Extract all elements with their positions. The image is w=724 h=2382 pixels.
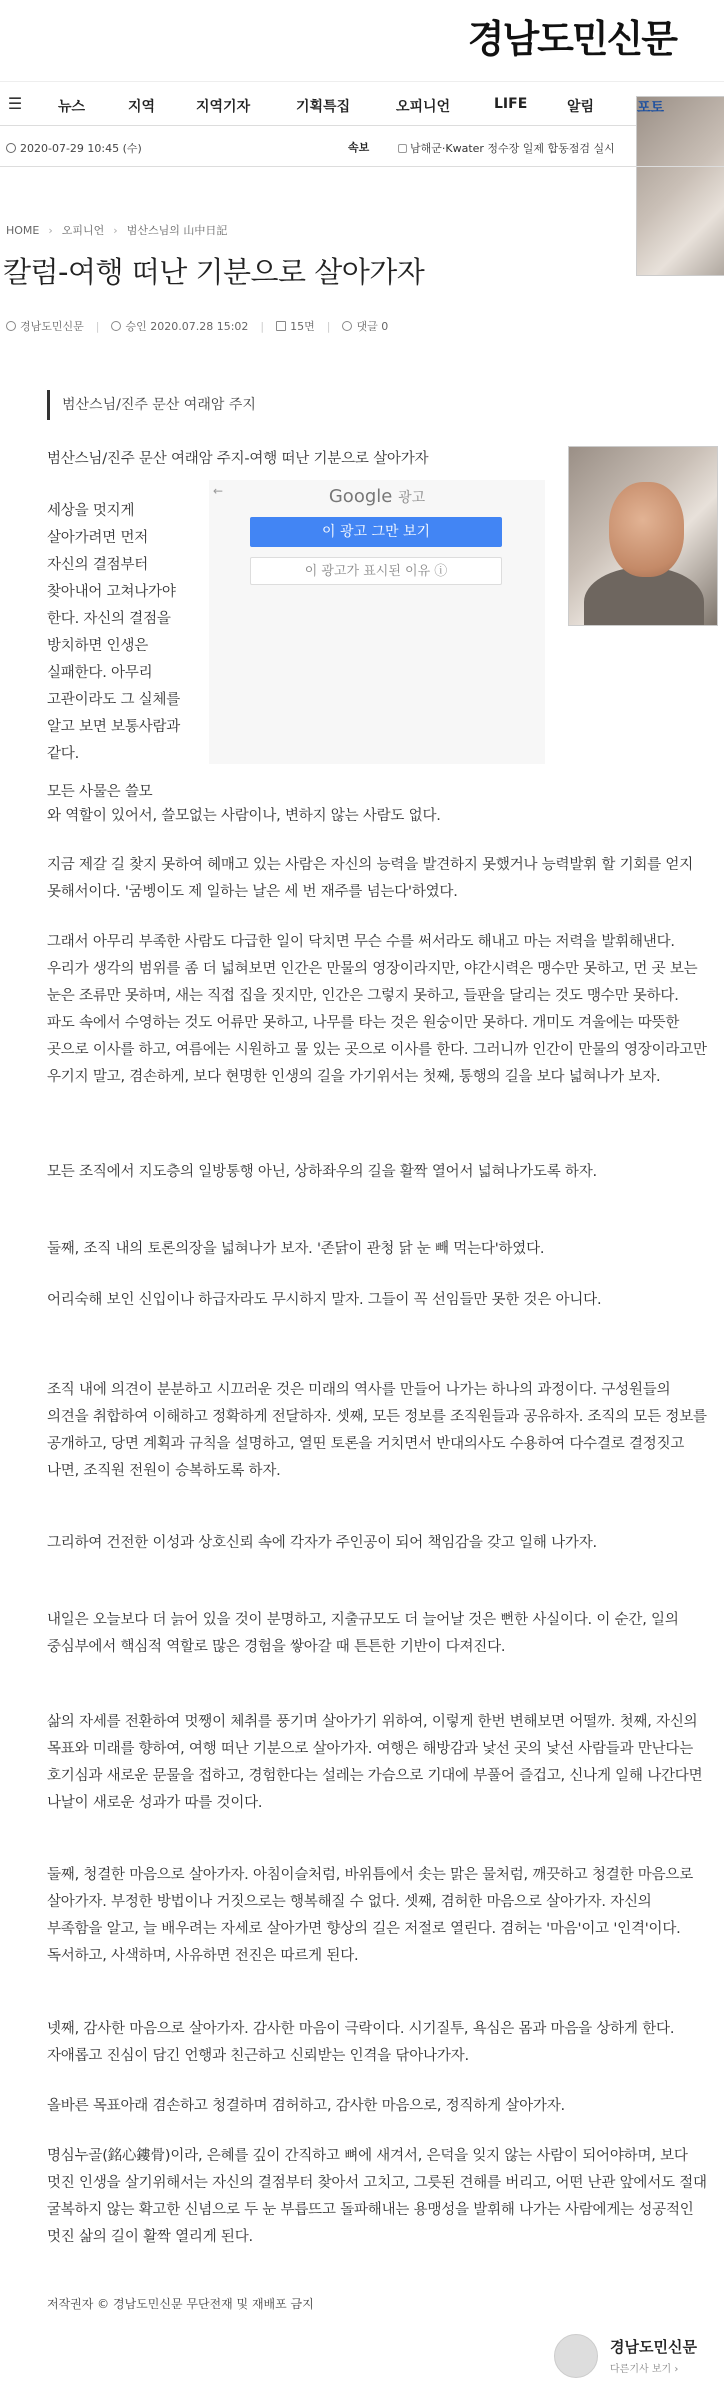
google-ad-slot bbox=[209, 480, 545, 764]
current-date bbox=[6, 140, 142, 156]
clock-icon bbox=[6, 143, 16, 153]
author-card bbox=[554, 2330, 724, 2382]
page-icon bbox=[276, 321, 286, 331]
nav-item-opinion[interactable]: 오피니언 bbox=[396, 99, 451, 115]
ad-brand-name: Google bbox=[328, 486, 393, 507]
site-logo[interactable]: 경남도민신문 bbox=[467, 17, 676, 61]
article-comments[interactable]: 댓글 0 bbox=[356, 320, 389, 333]
nav-item-special[interactable]: 기획특집 bbox=[296, 99, 351, 115]
breadcrumb-opinion[interactable]: 오피니언 bbox=[61, 224, 105, 237]
masthead bbox=[0, 0, 724, 82]
comment-icon bbox=[342, 321, 352, 331]
article-meta bbox=[6, 318, 388, 334]
breaking-news-text[interactable]: 남해군·Kwater 정수장 일제 합동점검 실시 bbox=[410, 142, 615, 155]
back-arrow-icon[interactable]: ← bbox=[213, 484, 224, 498]
article-title: 칼럼-여행 떠난 기분으로 살아가자 bbox=[3, 255, 425, 289]
other-articles-link[interactable]: 다른기사 보기 › bbox=[610, 2364, 679, 2375]
main-nav bbox=[0, 82, 724, 126]
article-paragraph-3: 그래서 아무리 부족한 사람도 다급한 일이 닥치면 무슨 수를 써서라도 해내고 마는 저력을 발휘해낸다. 우리가 생각의 범위를 좀 더 넓혀보면 인간은 만물의 영장이라지만, 야간시력은 맹수만 못하고, 먼 곳 보는 눈은 조류만 못하며, 새는 직접 집을 짓지만, 인간은 그렇지 못하고, 들판을 달리는 것도 맹수만 못하다. 파도 속에서 수영하는 것도 어류만 못하고, 나무를 타는 것은 원숭이만 못하다. 개미도 겨울에는 따뜻한 곳으로 이사를 하고, 여름에는 시원하고 물 있는 곳으로 이사를 한다. 그러니까 인간이 만물의 영장이라고만 우기지 말고, 겸손하게, 보다 현명한 인생의 길을 가기위서는 첫째, 통행의 길을 보다 넓혀나가 보자. bbox=[47, 934, 707, 1085]
article-paragraph-8: 그리하여 건전한 이성과 상호신뢰 속에 각자가 주인공이 되어 책임감을 갖고 일해 나가자. bbox=[47, 1535, 597, 1551]
ad-brand bbox=[209, 486, 545, 507]
author-photo bbox=[568, 446, 718, 626]
chevron-right-icon: › bbox=[113, 223, 118, 237]
copyright-notice: 저작권자 © 경남도민신문 무단전재 및 재배포 금지 bbox=[47, 2297, 314, 2311]
article-lead: 범산스님/진주 문산 여래암 주지-여행 떠난 기분으로 살아가자 bbox=[47, 451, 429, 467]
article-paragraph-11: 둘째, 청결한 마음으로 살아가자. 아침이슬처럼, 바위틈에서 솟는 맑은 물처럼, 깨끗하고 청결한 마음으로 살아가자. 부정한 방법이나 거짓으로는 행복해질 수 없다. 셋째, 겸허한 마음으로 살아가자. 자신의 부족함을 알고, 늘 배우려는 자세로 살아가면 향상의 길은 저절로 열린다. 겸허는 '마음'이고 '인격'이다. 독서하고, 사색하며, 사유하면 전진은 따르게 된다. bbox=[47, 1867, 694, 1964]
nav-item-notice[interactable]: 알림 bbox=[567, 99, 595, 115]
author-card-name: 경남도민신문 bbox=[610, 2338, 697, 2356]
breaking-news-label: 속보 bbox=[348, 141, 370, 154]
article-paragraph-6: 어리숙해 보인 신입이나 하급자라도 무시하지 말자. 그들이 꼭 선임들만 못한 것은 아니다. bbox=[47, 1292, 602, 1308]
article-paragraph-2: 지금 제갈 길 찾지 못하여 헤매고 있는 사람은 자신의 능력을 발견하지 못했거나 능력발휘 할 기회를 얻지 못해서이다. '굼벵이도 제 일하는 날은 세 번 재주를 넘는다'하였다. bbox=[47, 857, 694, 900]
clock-icon bbox=[111, 321, 121, 331]
article-approved-date: 승인 2020.07.28 15:02 bbox=[125, 320, 249, 333]
nav-item-life[interactable]: LIFE bbox=[494, 96, 528, 112]
article-paragraph-1b: 와 역할이 있어서, 쓸모없는 사람이나, 변하지 않는 사람도 없다. bbox=[47, 808, 441, 824]
meta-divider: | bbox=[260, 319, 265, 333]
nav-item-news[interactable]: 뉴스 bbox=[58, 99, 86, 115]
news-icon bbox=[398, 144, 407, 153]
breadcrumb-home[interactable]: HOME bbox=[6, 223, 40, 237]
article-paragraph-10: 삶의 자세를 전환하여 멋쨍이 체취를 풍기며 살아가기 위하여, 이렇게 한번 변해보면 어떨까. 첫째, 자신의 목표와 미래를 향하여, 여행 떠난 기분으로 살아가자. 여행은 해방감과 낯선 곳의 낯선 사람들과 만난다는 호기심과 새로운 문물을 접하고, 경험한다는 설레는 가슴으로 기대에 부풀어 즐겁고, 신나게 일해 나간다면 나날이 새로운 성과가 따를 것이다. bbox=[47, 1714, 703, 1811]
article-paragraph-5: 둘째, 조직 내의 토론의장을 넓혀나가 보자. '존닭이 관청 닭 눈 빼 먹는다'하였다. bbox=[47, 1241, 545, 1257]
current-date-text: 2020-07-29 10:45 (수) bbox=[20, 142, 142, 155]
info-bar bbox=[0, 126, 724, 167]
avatar bbox=[554, 2334, 598, 2378]
article-paragraph-12: 넷째, 감사한 마음으로 살아가자. 감사한 마음이 극락이다. 시기질투, 욕심은 몸과 마음을 상하게 한다. 자애롭고 진심이 담긴 언행과 친근하고 신뢰받는 인격을 닦아나가자. bbox=[47, 2021, 675, 2064]
article-author[interactable]: 경남도민신문 bbox=[20, 320, 84, 333]
ad-brand-suffix: 광고 bbox=[398, 490, 426, 506]
breadcrumb-section[interactable]: 범산스님의 山中日記 bbox=[126, 224, 228, 237]
nav-item-photo[interactable]: 포토 bbox=[636, 96, 724, 276]
nav-item-region[interactable]: 지역 bbox=[128, 99, 156, 115]
article-paragraph-9: 내일은 오늘보다 더 늙어 있을 것이 분명하고, 지출규모도 더 늘어날 것은 뻔한 사실이다. 이 순간, 일의 중심부에서 핵심적 역할로 많은 경험을 쌓아갈 때 튼튼한 기반이 다져진다. bbox=[47, 1612, 679, 1655]
stop-ad-button[interactable]: 이 광고 그만 보기 bbox=[250, 517, 502, 547]
hamburger-menu-icon[interactable]: ☰ bbox=[7, 94, 23, 113]
article-paragraph-14: 명심누골(銘心鏤骨)이라, 은혜를 깊이 간직하고 뼈에 새겨서, 은덕을 잊지 않는 사람이 되어야하며, 보다 멋진 인생을 살기위해서는 자신의 결점부터 찾아서 고치고, 그릇된 견해를 버리고, 어떤 난관 앞에서도 절대 굴복하지 않는 확고한 신념으로 두 눈 부릅뜨고 돌파해내는 용맹성을 발휘해 나가는 사람에게는 성공적인 멋진 삶의 길이 활짝 열리게 된다. bbox=[47, 2148, 707, 2245]
article-paragraph-7: 조직 내에 의견이 분분하고 시끄러운 것은 미래의 역사를 만들어 나가는 하나의 과정이다. 구성원들의 의견을 취합하여 이해하고 정확하게 전달하자. 셋째, 모든 정보를 조직원들과 공유하자. 조직의 모든 정보를 공개하고, 당면 계획과 규칙을 설명하고, 열띤 토론을 거치면서 반대의사도 수용하여 다수결로 결정짓고 나면, 조직원 전원이 승복하도록 하자. bbox=[47, 1382, 707, 1479]
breaking-news-ticker[interactable] bbox=[398, 140, 615, 156]
breadcrumb bbox=[6, 222, 227, 238]
article-paragraph-intro: 세상을 멋지게 살아가려면 먼저 자신의 결점부터 찾아내어 고쳐나가야 한다. 자신의 결점을 방치하면 인생은 실패한다. 아무리 고관이라도 그 실체를 알고 보면 보통사람과 같다. bbox=[47, 503, 181, 762]
article-page: 15면 bbox=[290, 320, 315, 333]
chevron-right-icon: › bbox=[48, 223, 53, 237]
meta-divider: | bbox=[95, 319, 100, 333]
author-photo-face bbox=[609, 482, 684, 577]
article-paragraph-1a: 모든 사물은 쓸모 bbox=[47, 784, 153, 800]
meta-divider: | bbox=[326, 319, 331, 333]
article-paragraph-4: 모든 조직에서 지도층의 일방통행 아닌, 상하좌우의 길을 활짝 열어서 넓혀나가도록 하자. bbox=[47, 1164, 597, 1180]
byline-box: 범산스님/진주 문산 여래암 주지 bbox=[47, 390, 677, 420]
nav-item-region-reporter[interactable]: 지역기자 bbox=[196, 99, 251, 115]
user-icon bbox=[6, 321, 16, 331]
article-paragraph-13: 올바른 목표아래 겸손하고 청결하며 겸허하고, 감사한 마음으로, 정직하게 살아가자. bbox=[47, 2098, 565, 2114]
why-this-ad-button[interactable]: 이 광고가 표시된 이유 ⓘ bbox=[250, 557, 502, 585]
